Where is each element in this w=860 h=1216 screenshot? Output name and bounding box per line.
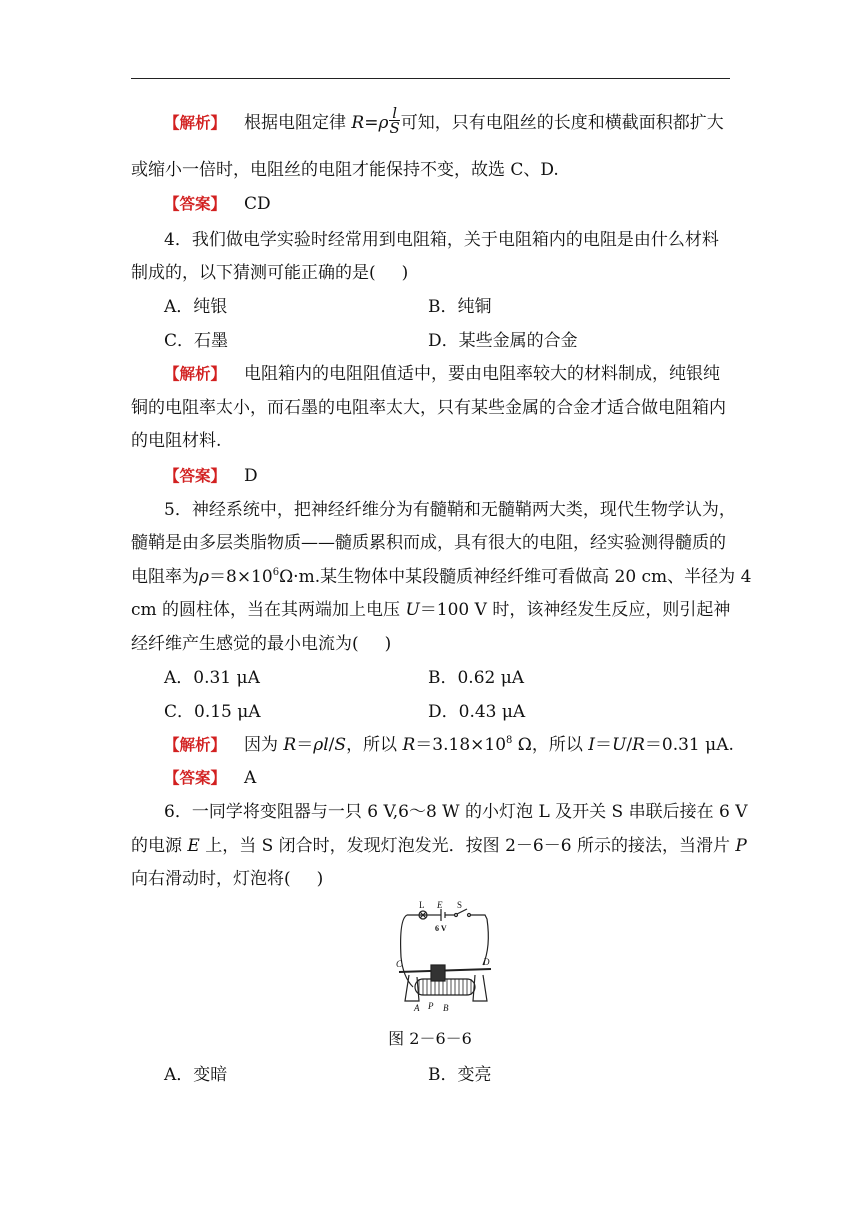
analysis-label: 【解析】 [164,365,227,383]
q4-option-d: D．某些金属的合金 [428,331,578,351]
q5-an-u: U [612,735,627,755]
answer-label: 【答案】 [164,467,227,485]
q6-line3-text: 向右滑动时，灯泡将( [131,869,291,889]
formula-numerator: l [389,106,399,121]
q5-paren-close: ) [384,634,392,654]
fig-label-s: S [457,900,463,910]
q5-option-b: B．0.62 μA [428,668,525,688]
q4-stem-line1: 4．我们做电学实验时经常用到电阻箱，关于电阻箱内的电阻是由什么材料 [164,230,719,250]
q5-an-1: 因为 [244,735,284,755]
q4-analysis-line3: 的电阻材料. [131,431,222,451]
q5-option-c: C．0.15 μA [164,702,261,722]
analysis-label: 【解析】 [164,114,227,132]
fig-label-l: L [419,900,425,910]
q6-option-b: B．变亮 [428,1065,492,1085]
fig-label-e: E [437,900,443,910]
q5-answer-value: A [244,768,257,788]
q5-an-exp: 8 [506,735,513,746]
formula-rho: ρ [378,113,389,133]
q4-option-b: B．纯铜 [428,297,492,317]
q4-analysis-line2: 铜的电阻率太小，而石墨的电阻率太大，只有某些金属的合金才适合做电阻箱内 [131,398,726,418]
q6-stem-line2 [131,835,747,857]
q5-stem-line3 [131,566,752,588]
formula-denominator: S [389,119,400,137]
q5-an-rho: ρl [313,735,329,755]
q6-stem-line3 [131,868,731,890]
q5-line3-eq: ＝8×10 [209,567,273,587]
q5-stem-line5 [131,633,731,655]
q4-paren-close: ) [401,263,409,283]
slider-p [431,965,445,981]
q4-option-a: A．纯银 [164,297,228,317]
q5-an-7: ＝ [595,735,613,755]
q5-an-5: ＝3.18×10 [415,735,507,755]
q4-analysis-line1 [164,363,731,385]
q5-u: U [405,600,420,620]
q6-e: E [187,836,200,856]
q5-rho: ρ [199,567,209,587]
q6-p: P [735,836,747,856]
fig-label-p: P [428,1001,434,1011]
formula-fraction [389,106,399,135]
q5-line3-post: Ω·m.某生物体中某段髓质神经纤维可看做高 20 cm、半径为 4 [279,567,752,587]
q4-answer-value: D [244,466,258,486]
q5-an-r3: R [632,735,645,755]
q4-option-c: C．石墨 [164,331,229,351]
q5-an-2: ＝ [296,735,314,755]
answer-label: 【答案】 [164,769,227,787]
analysis-label: 【解析】 [164,736,227,754]
q6-option-a: A．变暗 [164,1065,228,1085]
q5-analysis [164,734,734,756]
fig-label-6v: 6 V [435,924,447,933]
q5-option-a: A．0.31 μA [164,668,260,688]
q3-analysis-line2: 或缩小一倍时，电阻丝的电阻才能保持不变，故选 C、D. [131,160,559,180]
q4-options-row1 [164,296,731,318]
q5-option-d: D．0.43 μA [428,702,526,722]
q5-line4-pre: cm 的圆柱体，当在其两端加上电压 [131,600,406,620]
q6-stem-line1: 6．一同学将变阻器与一只 6 V,6～8 W 的小灯泡 L 及开关 S 串联后接在 6 V [164,802,748,822]
fig-label-d: D [483,957,490,967]
q5-exponent: 6 [272,567,280,578]
q4-stem-text: 制成的，以下猜测可能正确的是( [131,263,376,283]
q6-paren-close: ) [316,869,324,889]
q3-analysis-pre: 根据电阻定律 [244,113,347,133]
q5-an-s: S [334,735,347,755]
q5-an-4: ，所以 [346,735,403,755]
q5-an-9: ＝0.31 μA. [644,735,734,755]
q5-line4-post: ＝100 V 时，该神经发生反应，则引起神 [419,600,731,620]
q3-analysis-post: 可知，只有电阻丝的长度和横截面积都扩大 [400,113,724,133]
q4-stem-line2 [131,262,731,284]
q3-answer [164,193,731,215]
rheostat-circuit-figure [395,897,495,1014]
q5-line5-text: 经纤维产生感觉的最小电流为( [131,634,359,654]
q5-an-8: / [626,735,633,755]
q5-an-r1: R [283,735,297,755]
q5-an-6: Ω，所以 [512,735,589,755]
q5-options-row1 [164,667,731,689]
q3-answer-value: CD [244,194,271,214]
q3-analysis-line1 [164,104,731,137]
q5-an-3: / [328,735,335,755]
q5-stem-line2: 髓鞘是由多层类脂物质——髓质累积而成，具有很大的电阻，经实验测得髓质的 [131,533,726,553]
figure-caption: 图 2－6－6 [388,1029,472,1048]
q4-analysis-text1: 电阻箱内的电阻阻值适中，要由电阻率较大的材料制成，纯银纯 [244,364,721,384]
header-rule [131,78,730,79]
fig-label-c: C [396,959,403,969]
q5-stem-line1: 5．神经系统中，把神经纤维分为有髓鞘和无髓鞘两大类，现代生物学认为， [164,500,736,520]
q5-options-row2 [164,701,731,723]
formula-r: R [351,113,365,133]
q5-an-i: I [588,735,596,755]
fig-label-a: A [414,1003,420,1013]
q5-line3-pre: 电阻率为 [131,567,199,587]
q5-answer [164,767,731,789]
q4-options-row2 [164,330,731,352]
q6-line2-mid: 上，当 S 闭合时，发现灯泡发光．按图 2－6－6 所示的接法，当滑片 [199,836,736,856]
formula-eq: = [364,113,379,133]
q5-stem-line4 [131,599,731,621]
q5-an-r2: R [402,735,416,755]
q6-line2-pre: 的电源 [131,836,188,856]
q4-answer [164,465,731,487]
fig-label-b: B [443,1003,449,1013]
answer-label: 【答案】 [164,195,227,213]
q6-options-row1 [164,1064,731,1086]
wire-left [401,915,413,987]
